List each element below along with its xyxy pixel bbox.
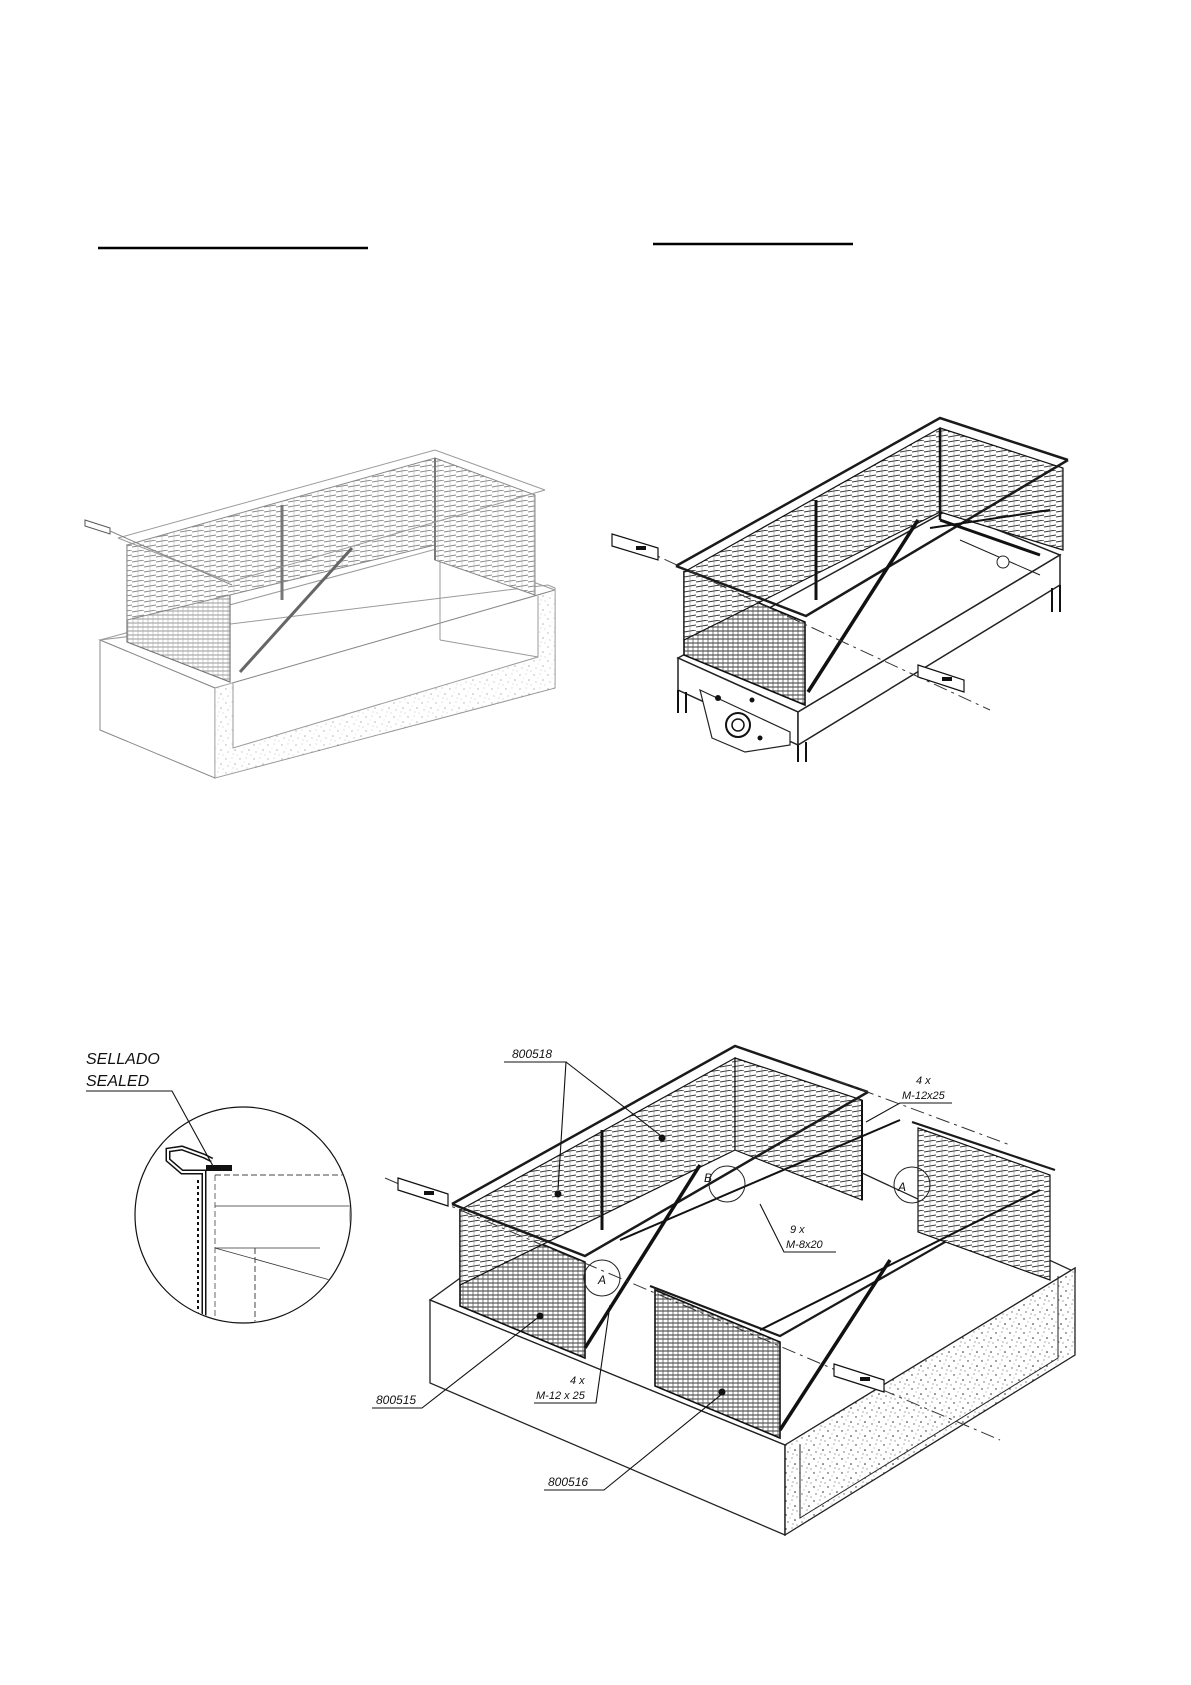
- detail-marker-a-left: A: [597, 1273, 607, 1287]
- callout-part-800518: 800518: [512, 1047, 553, 1061]
- callout-bolt-spec-top: M-12x25: [902, 1090, 945, 1102]
- lifting-lug-top-right-a: [612, 534, 658, 560]
- callout-bolt-count-centre: 9 x: [790, 1224, 805, 1236]
- callout-bolt-spec-centre: M-8x20: [786, 1239, 823, 1251]
- detail-marker-a-right: A: [897, 1180, 907, 1194]
- callout-bolt-count-top: 4 x: [916, 1075, 931, 1087]
- callout-part-800516: 800516: [548, 1475, 589, 1489]
- louver-wall-left-rightend: [435, 458, 535, 595]
- lifting-lug-bottom-a: [398, 1178, 448, 1206]
- view-top-right-tower-on-stand: [612, 418, 1068, 762]
- view-bottom-double-tower: [372, 1046, 1075, 1535]
- callout-part-800515: 800515: [376, 1393, 417, 1407]
- lifting-lug-top-right-b: [918, 665, 964, 692]
- label-sealed: SEALED: [86, 1073, 150, 1090]
- detail-marker-b: B: [703, 1171, 713, 1185]
- detail-sealed-joint: [86, 1051, 360, 1330]
- view-top-left-basin-mounted: [85, 450, 555, 778]
- callout-bolt-count-bottom: 4 x: [570, 1375, 585, 1387]
- callout-bolt-spec-bottom: M-12 x 25: [536, 1390, 585, 1402]
- label-sellado: SELLADO: [86, 1051, 160, 1068]
